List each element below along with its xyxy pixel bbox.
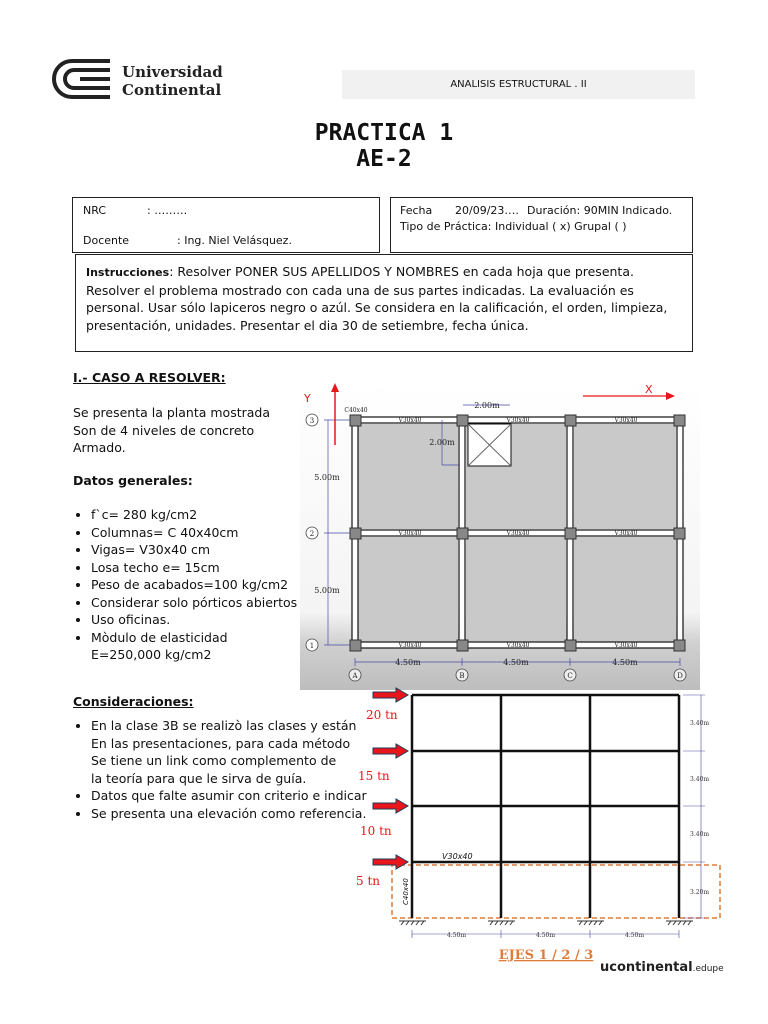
datos-item: • f`c= 280 kg/cm2	[91, 506, 321, 524]
info-box-right	[390, 197, 693, 253]
beam-label: V30x40	[506, 530, 530, 537]
fecha-value: 20/09/23….	[455, 204, 519, 217]
datos-item: • Vigas= V30x40 cm	[91, 541, 321, 559]
dimension-label: 5.00m	[314, 586, 340, 595]
duracion: Duración: 90MIN Indicado.	[527, 204, 673, 217]
datos-list	[73, 506, 321, 664]
beam-label: V30x40	[506, 417, 530, 424]
height-label: 3.40m	[690, 831, 710, 838]
university-logo-icon	[50, 57, 112, 101]
datos-item-text: Mòdulo de elasticidad	[91, 629, 228, 645]
column-label: C40x40	[402, 878, 410, 905]
datos-item: • Peso de acabados=100 kg/cm2	[91, 576, 321, 594]
case-intro-line: Son de 4 niveles de concreto	[73, 422, 255, 438]
grid-row-label: 2	[309, 530, 315, 538]
nrc-value: : ………	[147, 204, 188, 217]
page-title: PRACTICA 1	[314, 120, 454, 146]
height-label: 3.20m	[690, 889, 710, 896]
grid-row-label: 3	[309, 417, 315, 425]
datos-item-extra: E=250,000 kg/cm2	[91, 647, 212, 662]
university-line1: Universidad	[122, 63, 223, 81]
datos-item: • Uso oficinas.	[91, 611, 321, 629]
elevation-frame	[350, 685, 740, 985]
beam-label: V30x40	[398, 530, 422, 537]
instructions-body: : Resolver PONER SUS APELLIDOS Y NOMBRES en cada hoja que presenta. Resolver el problema mostrado con cada una de sus partes indicadas. La evaluación es personal. Usar sólo lapiceros negro o azúl. Se considera en la calificación, el orden, limpieza, presentación, unidades. Presentar el dia 30 de setiembre, fecha única.	[86, 264, 668, 333]
case-intro-line: Armado.	[73, 440, 126, 455]
opening-icon	[468, 424, 511, 466]
dimension-label: 4.50m	[395, 658, 421, 667]
load-label: 15 tn	[358, 769, 390, 783]
instructions-text	[76, 255, 692, 342]
datos-heading: Datos generales:	[73, 473, 193, 488]
consideraciones-list	[73, 717, 391, 822]
span-label: 4.50m	[625, 932, 645, 939]
first-floor-highlight	[392, 865, 720, 918]
beam-label: V30x40	[442, 852, 473, 861]
tipo-practica: Tipo de Práctica: Individual ( x) Grupal ( )	[400, 220, 627, 233]
case-heading: I.- CASO A RESOLVER:	[73, 370, 226, 385]
footer-brand	[600, 960, 724, 975]
footer-brand-suffix: .edupe	[692, 964, 724, 974]
consideraciones-line: Se tiene un link como complemento de	[91, 753, 337, 768]
load-label: 5 tn	[356, 874, 380, 888]
frame-members	[412, 695, 679, 918]
grid-row-label: 1	[309, 642, 315, 650]
beam-label: V30x40	[614, 417, 638, 424]
grid-col-label: B	[459, 672, 465, 680]
height-label: 3.40m	[690, 720, 710, 727]
load-label: 10 tn	[360, 824, 392, 838]
consideraciones-heading: Consideraciones:	[73, 694, 194, 709]
column-label: C40x40	[344, 407, 368, 414]
grid-col-label: D	[677, 672, 683, 680]
opening-width-label: 2.00m	[474, 401, 500, 410]
footer-brand-name: ucontinental	[600, 960, 693, 975]
case-intro-line: Se presenta la planta mostrada	[73, 405, 271, 420]
instructions-box	[75, 254, 693, 352]
grid-col-label: C	[567, 672, 573, 680]
dimension-label: 4.50m	[503, 658, 529, 667]
university-name	[122, 63, 223, 99]
height-label: 3.40m	[690, 776, 710, 783]
info-box-left	[72, 197, 380, 253]
elevation-dimension-lines	[412, 695, 705, 938]
case-intro	[73, 404, 270, 457]
consideraciones-line: la teoría para que le sirva de guía.	[91, 770, 307, 786]
consideraciones-item: • Datos que falte asumir con criterio e indicar	[91, 787, 391, 805]
dimension-label: 4.50m	[612, 658, 638, 667]
span-label: 4.50m	[536, 932, 556, 939]
consideraciones-item	[91, 717, 391, 787]
load-label: 20 tn	[366, 708, 398, 722]
consideraciones-item: • Se presenta una elevación como referencia.	[91, 805, 391, 823]
span-label: 4.50m	[447, 932, 467, 939]
opening-height-label: 2.00m	[429, 438, 455, 447]
beam-label: V30x40	[398, 417, 422, 424]
dimension-label: 5.00m	[314, 473, 340, 482]
beam-label: V30x40	[506, 642, 530, 649]
course-name: ANALISIS ESTRUCTURAL . II	[342, 70, 695, 99]
beam-label: V30x40	[614, 642, 638, 649]
support-icon	[399, 921, 693, 925]
x-axis-label: X	[645, 383, 653, 396]
university-line2: Continental	[122, 81, 222, 99]
consideraciones-line: En las presentaciones, para cada método	[91, 735, 351, 751]
datos-item: • Columnas= C 40x40cm	[91, 524, 321, 542]
datos-item: • Losa techo e= 15cm	[91, 559, 321, 577]
floor-plan	[300, 380, 700, 690]
fecha-label: Fecha	[400, 204, 433, 217]
elevation-caption: EJES 1 / 2 / 3	[498, 948, 594, 963]
nrc-label: NRC	[83, 204, 107, 217]
docente-value: : Ing. Niel Velásquez.	[177, 234, 292, 247]
page-subtitle: AE-2	[356, 146, 412, 172]
docente-label: Docente	[83, 234, 130, 247]
instructions-label: Instrucciones	[86, 266, 170, 279]
datos-item	[91, 629, 321, 664]
beam-label: V30x40	[614, 530, 638, 537]
consideraciones-line: • En la clase 3B se realizò las clases y están	[91, 718, 357, 733]
datos-item: • Considerar solo pórticos abiertos	[91, 594, 321, 612]
beam-label: V30x40	[398, 642, 422, 649]
y-axis-label: Y	[304, 392, 311, 405]
grid-col-label: A	[352, 672, 358, 680]
